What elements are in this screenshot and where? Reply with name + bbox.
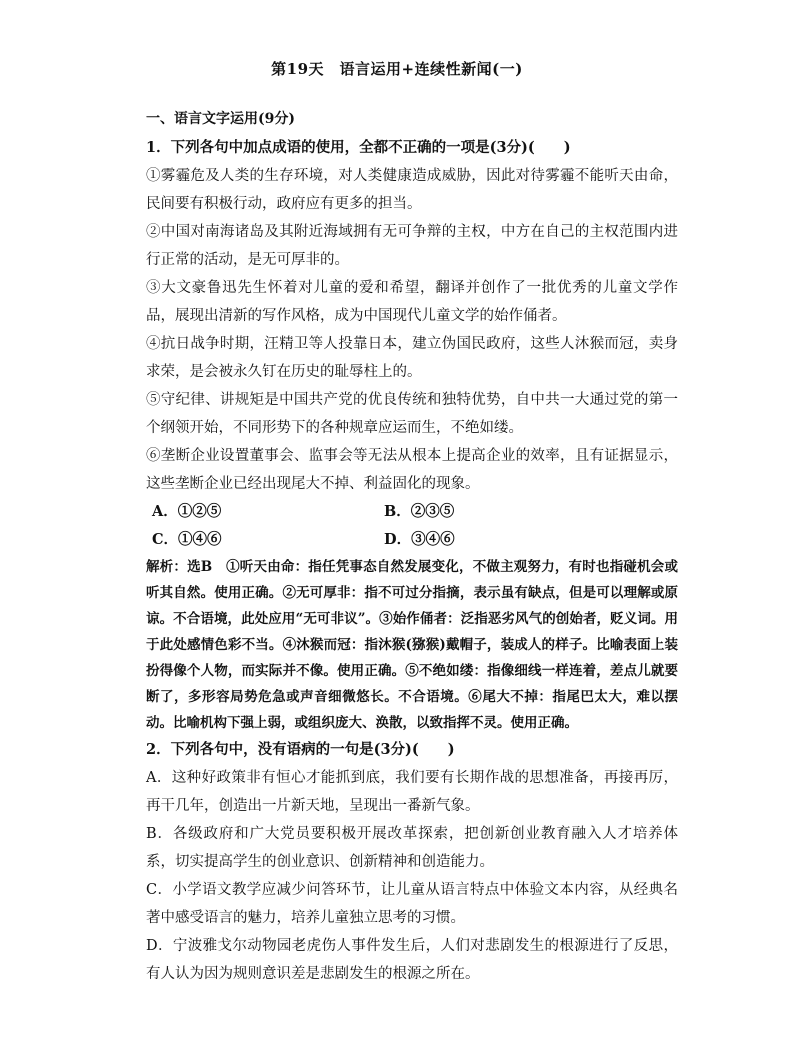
question-2-choice-b: B．各级政府和广大党员要积极开展改革探索，把创新创业教育融入人才培养体系，切实提高学生的创业意识、创新精神和创造能力。 xyxy=(146,826,678,870)
question-2-choice-c: C．小学语文教学应减少问答环节，让儿童从语言特点中体验文本内容，从经典名著中感受语言的魅力，培养儿童独立思考的习惯。 xyxy=(146,882,678,926)
option-a: A．①②⑤ xyxy=(152,503,222,520)
question-1-explanation: 解析：选B ①听天由命：指任凭事态自然发展变化，不做主观努力，有时也指碰机会或听其自然。使用正确。②无可厚非：指不可过分指摘，表示虽有缺点，但是可以理解或原谅。不合语境，此处应用“无可非议”。③始作俑者：泛指恶劣风气的创始者，贬义词。用于此处感情色彩不当。④沐猴而冠：指沐猴(猕猴)戴帽子，装成人的样子。比喻表面上装扮得像个人物，而实际并不像。使用正确。⑤不绝如缕：指像细线一样连着，差点儿就要断了，多形容局势危急或声音细微悠长。不合语境。⑥尾大不掉：指尾巴太大，难以摆动。比喻机构下强上弱，或组织庞大、涣散，以致指挥不灵。使用正确。 xyxy=(146,559,678,731)
question-1-stem: 1．下列各句中加点成语的使用，全都不正确的一项是(3分)( ) xyxy=(146,139,571,156)
option-d: D．③④⑥ xyxy=(384,531,455,548)
document-body xyxy=(146,106,678,988)
option-c: C．①④⑥ xyxy=(152,531,222,548)
page-title: 第19天 语言运用+连续性新闻(一) xyxy=(271,60,523,78)
question-2-stem: 2．下列各句中，没有语病的一句是(3分)( ) xyxy=(146,741,455,758)
option-b: B．②③⑤ xyxy=(384,503,455,520)
question-1-options-row-2 xyxy=(146,526,678,554)
question-1-sentence-5: ⑤守纪律、讲规矩是中国共产党的优良传统和独特优势，自中共一大通过党的第一个纲领开始，不同形势下的各种规章应运而生，不绝如缕。 xyxy=(146,392,678,436)
question-2-choice-a: A．这种好政策非有恒心才能抓到底，我们要有长期作战的思想准备，再接再厉，再干几年，创造出一片新天地，呈现出一番新气象。 xyxy=(146,770,678,814)
section-heading: 一、语言文字运用(9分) xyxy=(146,111,295,127)
question-1-options-row-1 xyxy=(146,498,678,526)
question-1-sentence-6: ⑥垄断企业设置董事会、监事会等无法从根本上提高企业的效率，且有证据显示，这些垄断企业已经出现尾大不掉、利益固化的现象。 xyxy=(146,448,678,492)
question-1-sentence-4: ④抗日战争时期，汪精卫等人投靠日本，建立伪国民政府，这些人沐猴而冠，卖身求荣，是会被永久钉在历史的耻辱柱上的。 xyxy=(146,336,678,380)
question-2-choice-d: D．宁波雅戈尔动物园老虎伤人事件发生后，人们对悲剧发生的根源进行了反思，有人认为因为规则意识差是悲剧发生的根源之所在。 xyxy=(146,938,678,982)
question-1-sentence-3: ③大文豪鲁迅先生怀着对儿童的爱和希望，翻译并创作了一批优秀的儿童文学作品，展现出清新的写作风格，成为中国现代儿童文学的始作俑者。 xyxy=(146,280,678,324)
question-1-sentence-2: ②中国对南海诸岛及其附近海域拥有无可争辩的主权，中方在自己的主权范围内进行正常的活动，是无可厚非的。 xyxy=(146,224,678,268)
question-1-sentence-1: ①雾霾危及人类的生存环境，对人类健康造成威胁，因此对待雾霾不能听天由命，民间要有积极行动，政府应有更多的担当。 xyxy=(146,168,678,212)
